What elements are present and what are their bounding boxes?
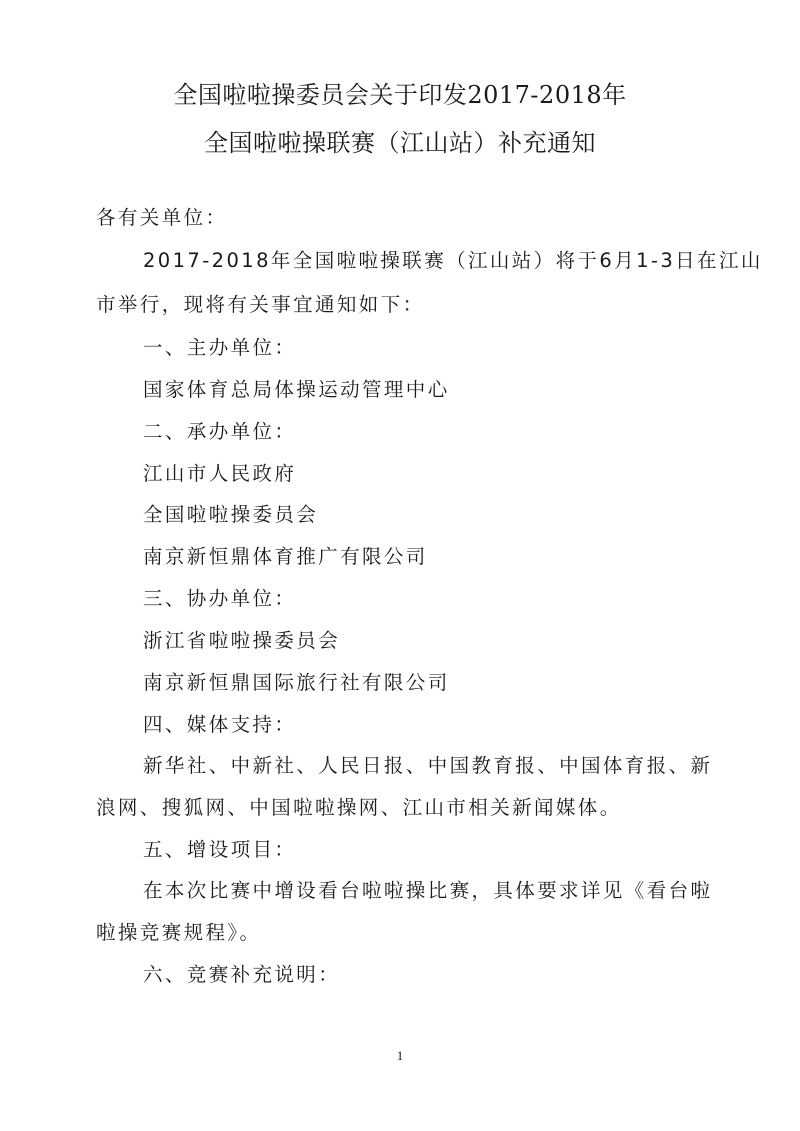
section-2-item-1: 江山市人民政府 xyxy=(143,462,297,485)
section-2-heading: 二、承办单位： xyxy=(143,420,297,443)
section-3-heading: 三、协办单位： xyxy=(143,587,297,610)
section-3-item-1: 浙江省啦啦操委员会 xyxy=(143,629,341,652)
section-5-heading: 五、增设项目： xyxy=(143,838,297,861)
section-5-line-1: 在本次比赛中增设看台啦啦操比赛，具体要求详见《看台啦 xyxy=(143,879,713,902)
section-4-line-1: 新华社、中新社、人民日报、中国教育报、中国体育报、新 xyxy=(143,754,713,777)
section-4-heading: 四、媒体支持： xyxy=(143,713,297,736)
section-2-item-3: 南京新恒鼎体育推广有限公司 xyxy=(143,545,428,568)
section-4-line-2: 浪网、搜狐网、中国啦啦操网、江山市相关新闻媒体。 xyxy=(96,796,622,819)
page-number: 1 xyxy=(396,1048,404,1063)
intro-line-1: 2017-2018年全国啦啦操联赛（江山站）将于6月1-3日在江山 xyxy=(143,249,763,272)
section-5-line-2: 啦操竞赛规程》。 xyxy=(96,921,262,944)
document-title-line-1: 全国啦啦操委员会关于印发2017-2018年 xyxy=(173,81,627,109)
section-3-item-2: 南京新恒鼎国际旅行社有限公司 xyxy=(143,671,450,694)
salutation: 各有关单位： xyxy=(96,206,228,229)
section-6-heading: 六、竞赛补充说明： xyxy=(143,963,341,986)
intro-line-2: 市举行，现将有关事宜通知如下： xyxy=(96,293,425,316)
section-1-heading: 一、主办单位： xyxy=(143,336,297,359)
section-1-item-1: 国家体育总局体操运动管理中心 xyxy=(143,378,450,401)
section-2-item-2: 全国啦啦操委员会 xyxy=(143,503,319,526)
document-title-line-2: 全国啦啦操联赛（江山站）补充通知 xyxy=(204,129,596,157)
